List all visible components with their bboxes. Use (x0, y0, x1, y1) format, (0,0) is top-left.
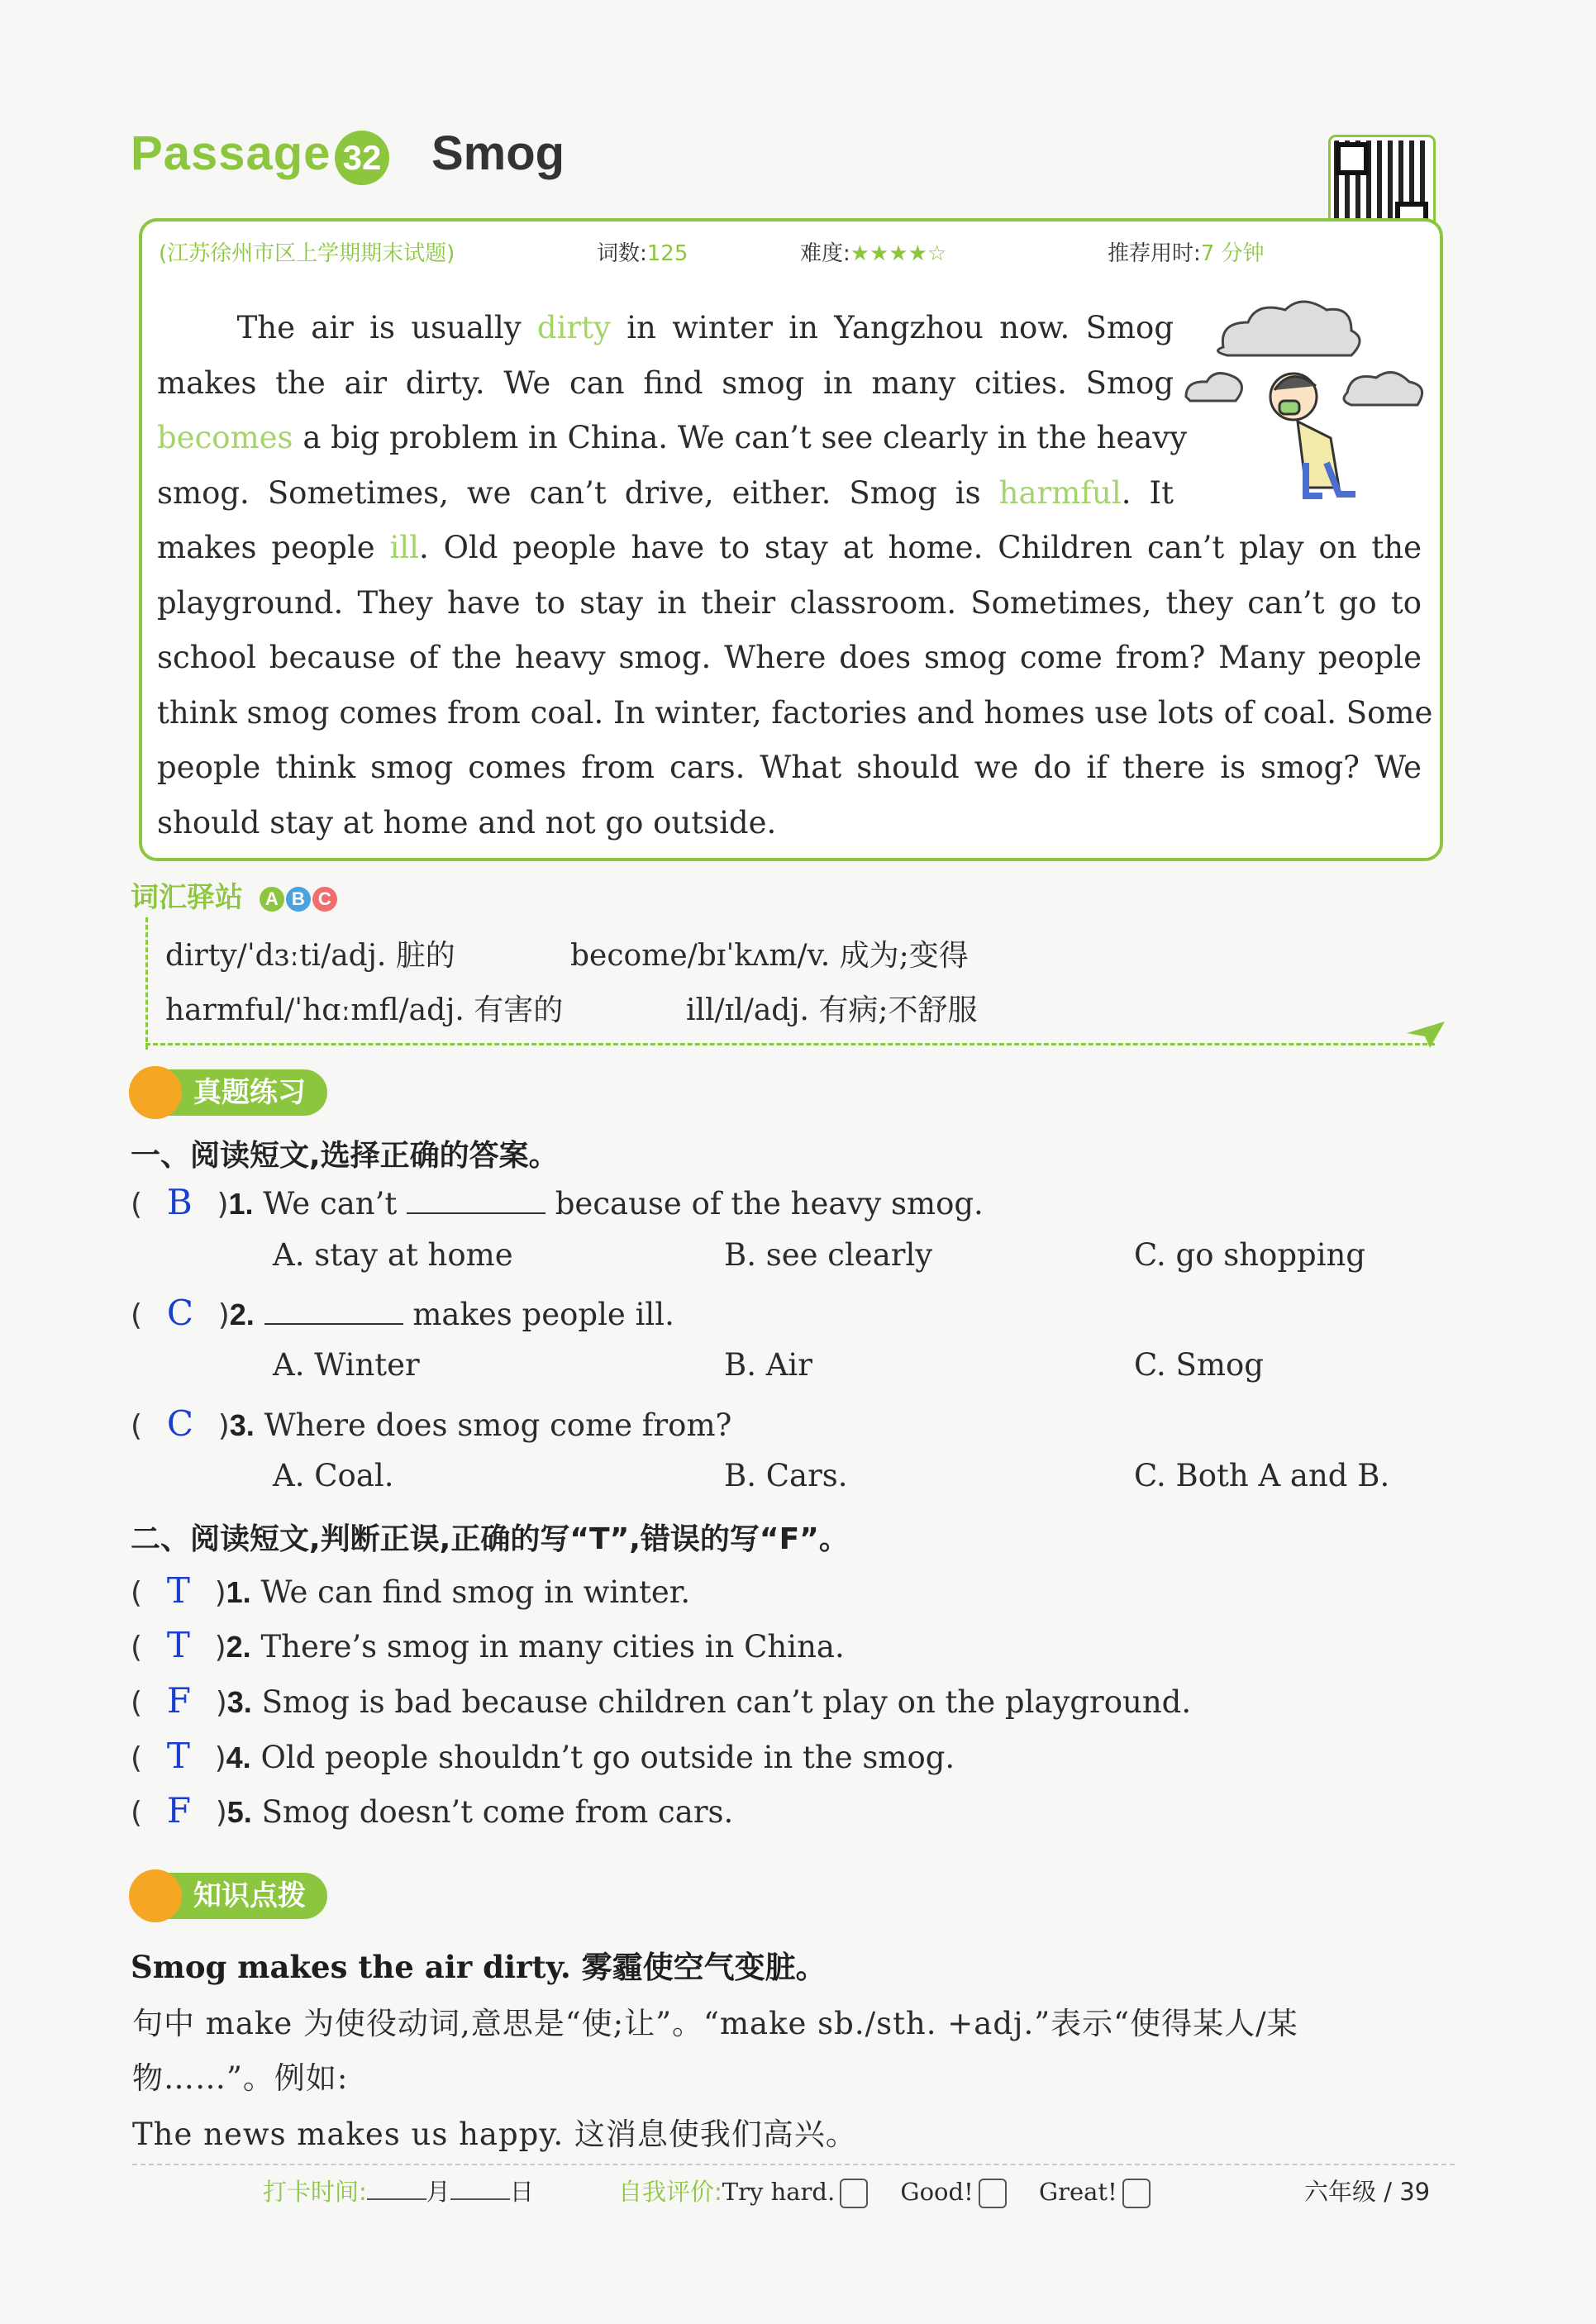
paren-close: ) (217, 1298, 230, 1332)
abc-c: C (312, 887, 337, 912)
question-text: Smog is bad because children can’t play on the playground. (261, 1684, 1192, 1720)
recommended-time (1108, 236, 1265, 267)
paren-open: ( (131, 1796, 143, 1830)
passage-line (157, 521, 1422, 576)
question-number: 3. (229, 1408, 255, 1442)
paren-close: ) (214, 1576, 226, 1610)
paren-close: ) (217, 1188, 229, 1222)
checkbox-try-hard[interactable] (840, 2179, 868, 2208)
option[interactable]: B. Air (724, 1347, 812, 1383)
tf-question (131, 1570, 690, 1611)
answer-field[interactable]: B (166, 1182, 193, 1222)
answer-field[interactable]: T (166, 1736, 190, 1776)
question-number: 5. (226, 1795, 252, 1829)
question-text: We can’t (263, 1186, 398, 1222)
option[interactable]: B. Cars. (724, 1458, 848, 1493)
page-number: 39 (1399, 2178, 1431, 2206)
paren-close: ) (214, 1741, 226, 1775)
option[interactable]: A. stay at home (273, 1237, 513, 1273)
day-label: 日 (509, 2178, 534, 2206)
checkin-label: 打卡时间: (263, 2178, 367, 2206)
paren-open: ( (131, 1576, 143, 1610)
paper-plane-icon (1405, 1018, 1446, 1051)
answer-field[interactable]: T (166, 1625, 190, 1665)
book-icon (129, 1869, 182, 1922)
passage-line (157, 631, 1422, 686)
question-text: because of the heavy smog. (555, 1186, 984, 1222)
vocab-border-left (145, 917, 148, 1050)
knowledge-badge: 知识点拨 (132, 1873, 327, 1919)
knowledge-sentence-en: Smog makes the air dirty. (131, 1949, 571, 1985)
option[interactable]: C. go shopping (1134, 1237, 1366, 1273)
knowledge-example: The news makes us happy. 这消息使我们高兴。 (132, 2117, 857, 2152)
question-number: 4. (226, 1741, 251, 1774)
question-number: 1. (226, 1575, 251, 1609)
highlighted-vocab-word: dirty (536, 310, 611, 345)
highlighted-vocab-word: ill (389, 530, 419, 565)
grade-label: 六年级 (1304, 2178, 1377, 2206)
paren-open: ( (131, 1686, 143, 1720)
answer-field[interactable]: C (166, 1293, 193, 1333)
tf-question (131, 1736, 955, 1776)
self-eval-option: Try hard. (722, 2178, 836, 2206)
highlighted-vocab-word: becomes (157, 420, 293, 455)
vocab-heading-text: 词汇驿站 (131, 881, 243, 914)
self-eval-option: Great! (1038, 2178, 1117, 2206)
passage-text-segment: should stay at home and not go outside. (157, 804, 777, 841)
tf-question (131, 1625, 845, 1665)
paren-open: ( (131, 1741, 143, 1775)
passage-text-segment: . It (1121, 474, 1174, 511)
passage-line (157, 411, 1188, 466)
mc-question (131, 1403, 731, 1444)
question-number: 1. (228, 1187, 254, 1221)
word-count-label: 词数: (597, 241, 647, 266)
passage-line (157, 741, 1422, 796)
vocab-item: dirty/ˈdɜːti/adj. 脏的 (165, 939, 455, 973)
question-text: makes people ill. (412, 1297, 674, 1332)
question-text: Old people shouldn’t go outside in the smog. (260, 1740, 955, 1775)
word-count (597, 236, 688, 267)
passage-line (157, 686, 1433, 741)
vocab-item: ill/ɪl/adj. 有病;不舒服 (686, 993, 978, 1027)
paren-close: ) (217, 1409, 230, 1443)
question-text: Where does smog come from? (264, 1407, 732, 1443)
mc-question (131, 1293, 674, 1333)
option[interactable]: C. Smog (1134, 1347, 1264, 1383)
passage-text-segment: a big problem in China. We can’t see clearly in the heavy (293, 420, 1188, 455)
knowledge-sentence-cn: 雾霾使空气变脏。 (581, 1950, 827, 1985)
mc-question (131, 1182, 984, 1222)
self-eval-option: Good! (900, 2178, 974, 2206)
section2-title: 二、阅读短文,判断正误,正确的写“T”,错误的写“F”。 (131, 1522, 849, 1556)
abc-b: B (286, 887, 311, 912)
tf-question (131, 1790, 733, 1831)
practice-badge: 真题练习 (132, 1069, 327, 1116)
smog-illustration-icon (1182, 298, 1430, 504)
time-value: 7 分钟 (1200, 241, 1265, 266)
option[interactable]: C. Both A and B. (1134, 1458, 1390, 1493)
option[interactable]: B. see clearly (724, 1237, 933, 1273)
paren-close: ) (215, 1686, 227, 1720)
passage-source: (江苏徐州市区上学期期末试题) (159, 241, 455, 266)
page-footer-right: 六年级 / 39 (1304, 2178, 1431, 2206)
checkin-time (263, 2174, 534, 2207)
passage-label: Passage (131, 126, 331, 180)
passage-line (157, 301, 1174, 356)
passage-line (157, 576, 1422, 631)
checkbox-great[interactable] (1122, 2179, 1151, 2208)
answer-field[interactable]: F (166, 1680, 191, 1721)
month-label: 月 (426, 2178, 450, 2206)
difficulty (800, 236, 946, 267)
day-blank[interactable] (450, 2179, 510, 2200)
checkbox-good[interactable] (979, 2179, 1007, 2208)
vocab-item: harmful/ˈhɑːmfl/adj. 有害的 (165, 993, 564, 1027)
section1-title: 一、阅读短文,选择正确的答案。 (131, 1139, 559, 1173)
paren-open: ( (131, 1409, 143, 1443)
difficulty-label: 难度: (800, 241, 850, 266)
answer-field[interactable]: T (166, 1570, 190, 1611)
vocab-heading (131, 874, 337, 915)
vocab-border-bottom (145, 1043, 1435, 1045)
question-text: Smog doesn’t come from cars. (261, 1794, 734, 1830)
word-count-value: 125 (646, 241, 688, 266)
passage-text-segment: . Old people have to stay at home. Children can’t play on the (418, 530, 1422, 565)
passage-text-segment: smog. Sometimes, we can’t drive, either. Smog is (157, 474, 999, 511)
page-title: Smog (431, 126, 565, 180)
time-label: 推荐用时: (1108, 241, 1201, 266)
passage-text-segment: school because of the heavy smog. Where does smog come from? Many people (157, 640, 1422, 675)
passage-text-segment: The air is usually (157, 310, 537, 345)
question-number: 3. (226, 1685, 252, 1719)
knowledge-explanation: 句中 make 为使役动词,意思是“使;让”。“make sb./sth. +adj.”表示“使得某人/某 (132, 2006, 1298, 2041)
question-text: We can find smog in winter. (260, 1574, 691, 1610)
pencil-icon-front (129, 1066, 182, 1119)
knowledge-sentence (131, 1942, 827, 1987)
passage-line (157, 796, 1422, 851)
passage-text-segment: makes people (157, 530, 390, 565)
abc-badge-icon (260, 887, 337, 912)
option[interactable]: A. Coal. (273, 1458, 394, 1493)
month-blank[interactable] (367, 2179, 426, 2200)
footer-divider (132, 2164, 1455, 2165)
answer-field[interactable]: C (166, 1403, 193, 1444)
paren-open: ( (131, 1631, 143, 1664)
blank-line (264, 1298, 403, 1325)
paren-open: ( (131, 1188, 143, 1222)
passage-number-badge: 32 (335, 131, 389, 185)
paren-close: ) (214, 1631, 226, 1664)
passage-text-segment: people think smog comes from cars. What should we do if there is smog? We (157, 750, 1422, 785)
self-eval-label: 自我评价: (618, 2178, 722, 2206)
highlighted-vocab-word: harmful (998, 474, 1122, 511)
abc-a: A (260, 887, 284, 912)
passage-text-segment: in winter in Yangzhou now. Smog (610, 310, 1174, 345)
question-text: There’s smog in many cities in China. (260, 1629, 845, 1664)
passage-text-segment: playground. They have to stay in their classroom. Sometimes, they can’t go to (157, 584, 1422, 621)
paren-close: ) (215, 1796, 227, 1830)
blank-line (407, 1188, 545, 1214)
question-number: 2. (226, 1630, 251, 1664)
passage-text-segment: think smog comes from coal. In winter, factories and homes use lots of coal. Some (157, 694, 1433, 731)
passage-text-segment: makes the air dirty. We can find smog in many cities. Smog (157, 364, 1174, 401)
passage-line (157, 356, 1174, 412)
option[interactable]: A. Winter (273, 1347, 420, 1383)
self-evaluation (618, 2174, 1151, 2208)
paren-open: ( (131, 1298, 143, 1332)
answer-field[interactable]: F (166, 1790, 191, 1831)
tf-question (131, 1680, 1191, 1721)
difficulty-stars: ★★★★☆ (850, 241, 947, 266)
passage-line (157, 466, 1174, 521)
question-number: 2. (229, 1298, 255, 1331)
vocab-item: become/bɪˈkʌm/v. 成为;变得 (570, 939, 969, 973)
knowledge-explanation-cont: 物……”。例如: (132, 2060, 349, 2096)
